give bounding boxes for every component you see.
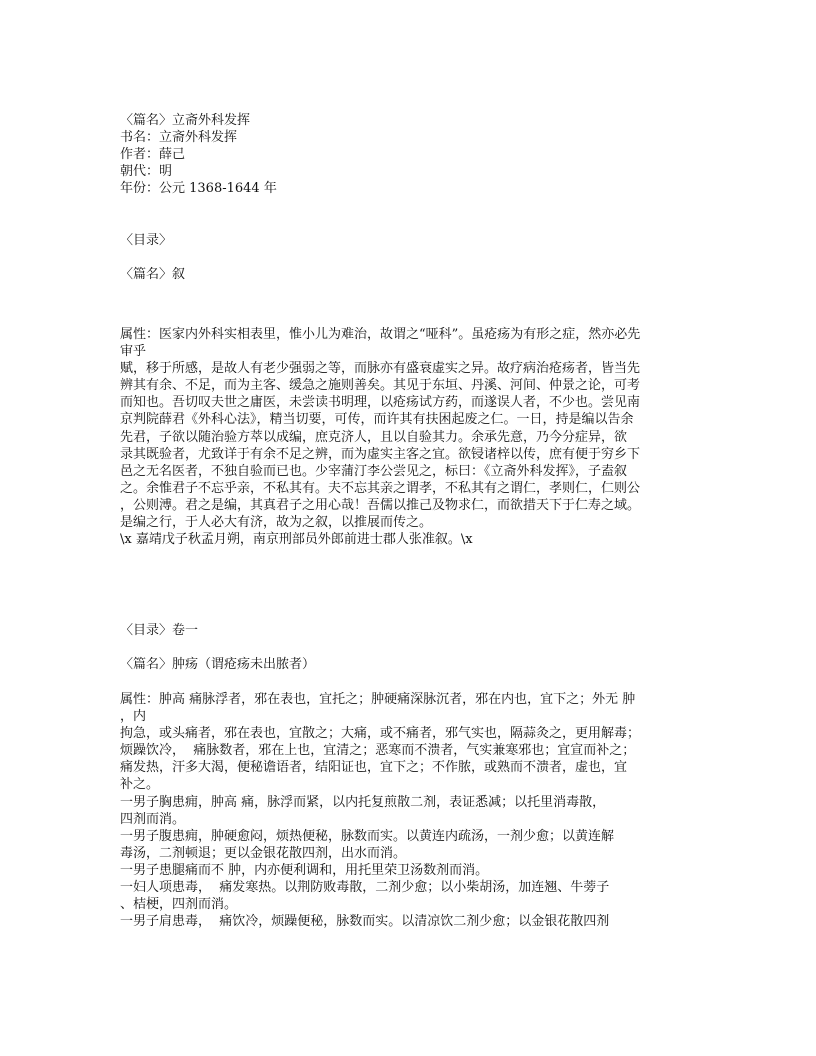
header-line: 〈篇名〉立斋外科发挥	[120, 113, 251, 128]
text-line: 之。余惟君子不忘乎亲，不私其有。夫不忘其亲之谓孝，不私其有之谓仁，孝则仁，仁则公	[120, 480, 641, 496]
text-line: 京判院薛君《外科心法》，精当切要，可传，而许其有扶困起废之仁。一日，持是编以告余	[120, 412, 634, 428]
text-line: 邑之无名医者，不独自验而已也。少宰蒲汀李公尝见之，标曰：《立斋外科发挥》，子盍叙	[120, 463, 628, 479]
text-line: 录其既验者，尤致详于有余不足之辨，而为虚实主客之宜。欲锓诸梓以传，庶有便于穷乡下	[120, 446, 641, 462]
text-line: 、桔梗，四剂而消。	[120, 897, 238, 913]
text-line: ，内	[120, 709, 147, 725]
text-line: 是编之行，于人必大有济，故为之叙，以推展而传之。	[120, 515, 433, 531]
section-title	[120, 266, 680, 283]
text-line: 而知也。吾切叹夫世之庸医，未尝读书明理，以疮疡试方药，而遂误人者，不少也。尝见南	[120, 395, 641, 411]
section-body	[120, 691, 680, 930]
text-line: 一男子肩患毒， 痛饮冷，烦躁便秘，脉数而实。以清凉饮二剂少愈；以金银花散四剂	[120, 914, 610, 930]
text-line: 属性：医家内外科实相表里，惟小儿为难治，故谓之“哑科”。虽疮疡为有形之症，然亦必先	[120, 327, 641, 342]
text-line: 拘急，或头痛者，邪在表也，宜散之；大痛，或不痛者，邪气实也，隔蒜灸之，更用解毒；	[120, 726, 641, 742]
preface-body	[120, 326, 680, 548]
toc-label: 〈目录〉卷一	[120, 623, 199, 638]
section-title	[120, 656, 680, 673]
text-line: 一男子患腿痛而不 肿，内亦便利调和，用托里荣卫汤数剂而消。	[120, 862, 489, 878]
text-line: \x 嘉靖戊子秋孟月朔，南京刑部员外郎前进士郡人张准叙。\x	[120, 532, 473, 548]
text-line: 一男子腹患痈，肿硬愈闷，烦热便秘，脉数而实。以黄连内疏汤，一剂少愈；以黄连解	[120, 828, 615, 844]
document-header	[120, 112, 680, 197]
text-line: 属性：肿高 痛脉浮者，邪在表也，宜托之；肿硬痛深脉沉者，邪在内也，宜下之；外无 肿	[120, 692, 636, 707]
toc-heading	[120, 622, 680, 639]
text-line: 先君，子欲以随治验方萃以成编，庶克济人，且以自验其力。余承先意，乃今分症异，欲	[120, 429, 628, 445]
text-line: 痛发热，汗多大渴，便秘谵语者，结阳证也，宜下之；不作脓，或熟而不溃者，虚也，宜	[120, 760, 628, 776]
text-line: 毒汤，二剂顿退；更以金银花散四剂，出水而消。	[120, 845, 407, 861]
text-line: 审乎	[120, 344, 147, 360]
text-line: 一男子胸患痈，肿高 痛，脉浮而紧，以内托复煎散二剂，表证悉减；以托里消毒散，	[120, 794, 606, 810]
header-line: 书名：立斋外科发挥	[120, 130, 238, 146]
text-line: ，公则溥。君之是编，其真君子之用心哉！吾儒以推己及物求仁，而欲措天下于仁寿之域。	[120, 497, 641, 513]
text-line: 烦躁饮冷， 痛脉数者，邪在上也，宜清之；恶寒而不溃者，气实兼寒邪也；宜宣而补之；	[120, 743, 636, 759]
header-line: 作者：薛己	[120, 147, 186, 163]
header-line: 年份：公元 1368-1644 年	[120, 181, 277, 197]
toc-label: 〈目录〉	[120, 233, 173, 248]
section-title-text: 〈篇名〉肿疡（谓疮疡未出脓者）	[120, 657, 316, 672]
text-line: 补之。	[120, 777, 160, 793]
text-line: 一妇人项患毒， 痛发寒热。以荆防败毒散，二剂少愈；以小柴胡汤，加连翘、牛蒡子	[120, 880, 610, 896]
text-line: 辨其有余、不足，而为主客、缓急之施则善矣。其见于东垣、丹溪、河间、仲景之论，可考	[120, 378, 641, 394]
text-line: 赋，移于所感，是故人有老少强弱之等，而脉亦有盛衰虚实之异。故疗病治疮疡者，皆当先	[120, 361, 641, 377]
text-line: 四剂而消。	[120, 811, 186, 827]
header-line: 朝代：明	[120, 164, 173, 180]
toc-heading	[120, 232, 680, 249]
section-title-text: 〈篇名〉叙	[120, 267, 186, 282]
